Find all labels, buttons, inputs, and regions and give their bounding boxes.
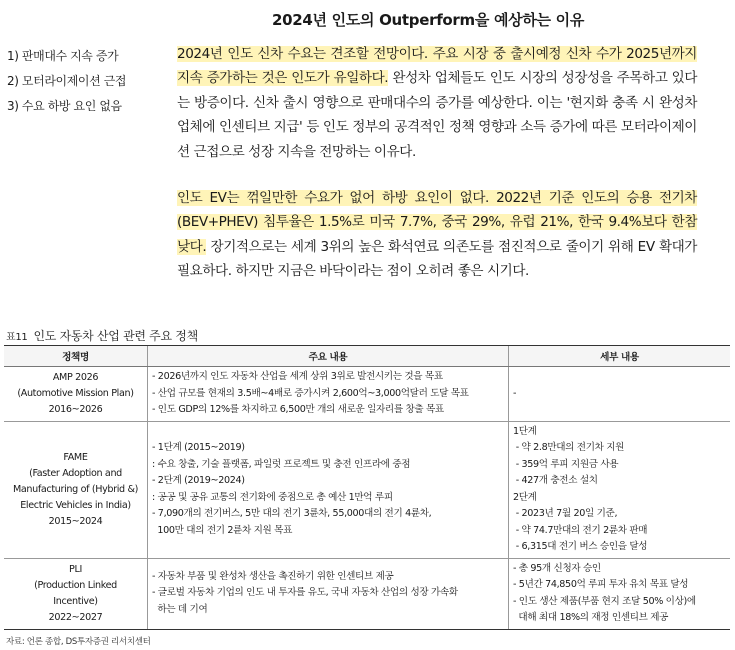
cell-line: 2단계	[513, 491, 537, 503]
policy-table	[4, 345, 730, 630]
cell-line: PLI	[69, 563, 82, 575]
table-row	[4, 367, 730, 422]
cell-line: 2015~2024	[48, 515, 103, 527]
cell-line: - 2026년까지 인도 자동차 산업을 세계 상위 3위로 발전시키는 것을 목표	[152, 371, 443, 382]
highlighted-text: 2024년 인도 신차 수요는 견조할 전망이다. 주요 시장 중 출시예정 신차 수가 2025년까지 지속 증가하는 것은 인도가 유일하다.	[177, 46, 697, 87]
cell-line: : 수요 창출, 기술 플랫폼, 파일럿 프로젝트 및 충전 인프라에 중점	[152, 458, 411, 470]
cell-line: FAME	[63, 451, 88, 463]
cell-line: 하는 데 기여	[152, 603, 208, 615]
column-header: 주요 내용	[148, 346, 509, 367]
policy-name-cell	[4, 558, 148, 629]
table-number: 표11	[6, 332, 28, 343]
key-point: 1) 판매대수 지속 증가	[7, 49, 119, 63]
cell-line: 2022~2027	[48, 611, 103, 623]
cell-line: Electric Vehicles in India)	[20, 499, 131, 511]
table-header-row	[4, 346, 730, 367]
detail-cell	[509, 421, 731, 558]
cell-line: AMP 2026	[52, 371, 99, 383]
cell-line: - 인도 GDP의 12%를 차지하고 6,500만 개의 새로운 일자리를 창출 목표	[152, 404, 444, 415]
cell-line: (Faster Adoption and	[29, 467, 122, 479]
column-header: 세부 내용	[509, 346, 731, 367]
cell-line: - 총 95개 신청자 승인	[513, 562, 601, 574]
cell-line: - 자동차 부품 및 완성차 생산을 촉진하기 위한 인센티브 제공	[152, 570, 394, 582]
detail-cell	[509, 558, 731, 629]
cell-line: Manufacturing of (Hybrid &)	[12, 483, 139, 495]
cell-line: - 359억 루피 지원금 사용	[513, 458, 619, 470]
cell-line: - 글로벌 자동차 기업의 인도 내 투자를 유도, 국내 자동차 산업의 성장 가속화	[152, 587, 458, 599]
cell-line: 2016~2026	[48, 403, 103, 415]
cell-line: - 약 2.8만대의 전기차 지원	[513, 442, 625, 453]
table-row	[4, 558, 730, 629]
key-points	[7, 44, 167, 119]
table-title: 인도 자동차 산업 관련 주요 정책	[33, 329, 198, 343]
cell-line: - 7,090개의 전기버스, 5만 대의 전기 3륜차, 55,000대의 전기 4륜차,	[152, 508, 432, 519]
cell-line: Incentive)	[53, 595, 98, 607]
body-text	[177, 42, 697, 284]
cell-line: - 산업 규모를 현재의 3.5배~4배로 증가시켜 2,600억~3,000억달러 도달 목표	[152, 387, 469, 399]
column-header: 정책명	[4, 346, 148, 367]
cell-line: - 약 74.7만대의 전기 2륜차 판매	[513, 524, 648, 536]
table-row	[4, 421, 730, 558]
cell-line: 1단계	[513, 425, 537, 437]
paragraph-text: 장기적으로는 세계 3위의 높은 화석연료 의존도를 점진적으로 줄이기 위해 EV 확대가 필요하다. 하지만 지금은 바닥이라는 점이 오히려 좋은 시기다.	[177, 238, 697, 280]
detail-cell	[509, 367, 731, 422]
cell-line: - 인도 생산 제품(부품 현지 조달 50% 이상)에	[513, 595, 696, 607]
source-note: 자료: 언론 종합, DS투자증권 리서치센터	[6, 637, 151, 647]
policy-name-cell	[4, 421, 148, 558]
cell-line: - 2023년 7월 20일 기준,	[513, 508, 618, 519]
main-content-cell	[148, 558, 509, 629]
table-caption	[6, 327, 198, 344]
cell-line: - 427개 충전소 설치	[513, 475, 598, 486]
paragraph-text: 완성차 업체들도 인도 시장의 성장성을 주목하고 있다는 방증이다. 신차 출시 영향으로 판매대수의 증가를 예상한다. 이는 '현지화 충족 시 완성차 업체에 인센티브 지급' 등 인도 정부의 공격적인 정책 영향과 소득 증가에 따른 모터라이제이션 근접으로 성장 지속을 전망하는 이유다.	[177, 70, 698, 160]
cell-line: (Automotive Mission Plan)	[17, 387, 134, 399]
cell-line: - 2단계 (2019~2024)	[152, 475, 245, 486]
cell-line: : 공공 및 공유 교통의 전기화에 중점으로 총 예산 1만억 루피	[152, 491, 393, 503]
cell-line: - 5년간 74,850억 루피 투자 유치 목표 달성	[513, 579, 689, 590]
highlighted-text: 인도 EV는 꺾일만한 수요가 없어 하방 요인이 없다. 2022년 기준 인도의 승용 전기차(BEV+PHEV) 침투율은 1.5%로 미국 7.7%, 중국 29%, 유럽 21%, 한국 9.4%보다 한참 낮다.	[177, 190, 697, 255]
paragraph-2	[177, 186, 697, 284]
cell-line: 대해 최대 18%의 재정 인센티브 제공	[513, 612, 669, 623]
page-heading: 2024년 인도의 Outperform을 예상하는 이유	[271, 11, 585, 29]
cell-line: 100만 대의 전기 2륜차 지원 목표	[152, 524, 293, 536]
cell-line: - 6,315대 전기 버스 승인을 달성	[513, 541, 648, 552]
main-content-cell	[148, 367, 509, 422]
key-point: 3) 수요 하방 요인 없음	[7, 99, 122, 113]
cell-line: -	[513, 387, 517, 399]
paragraph-1	[177, 42, 697, 164]
cell-line: (Production Linked	[34, 579, 117, 591]
main-content-cell	[148, 421, 509, 558]
policy-name-cell	[4, 367, 148, 422]
key-point: 2) 모터라이제이션 근접	[7, 74, 127, 88]
cell-line: - 1단계 (2015~2019)	[152, 442, 245, 453]
